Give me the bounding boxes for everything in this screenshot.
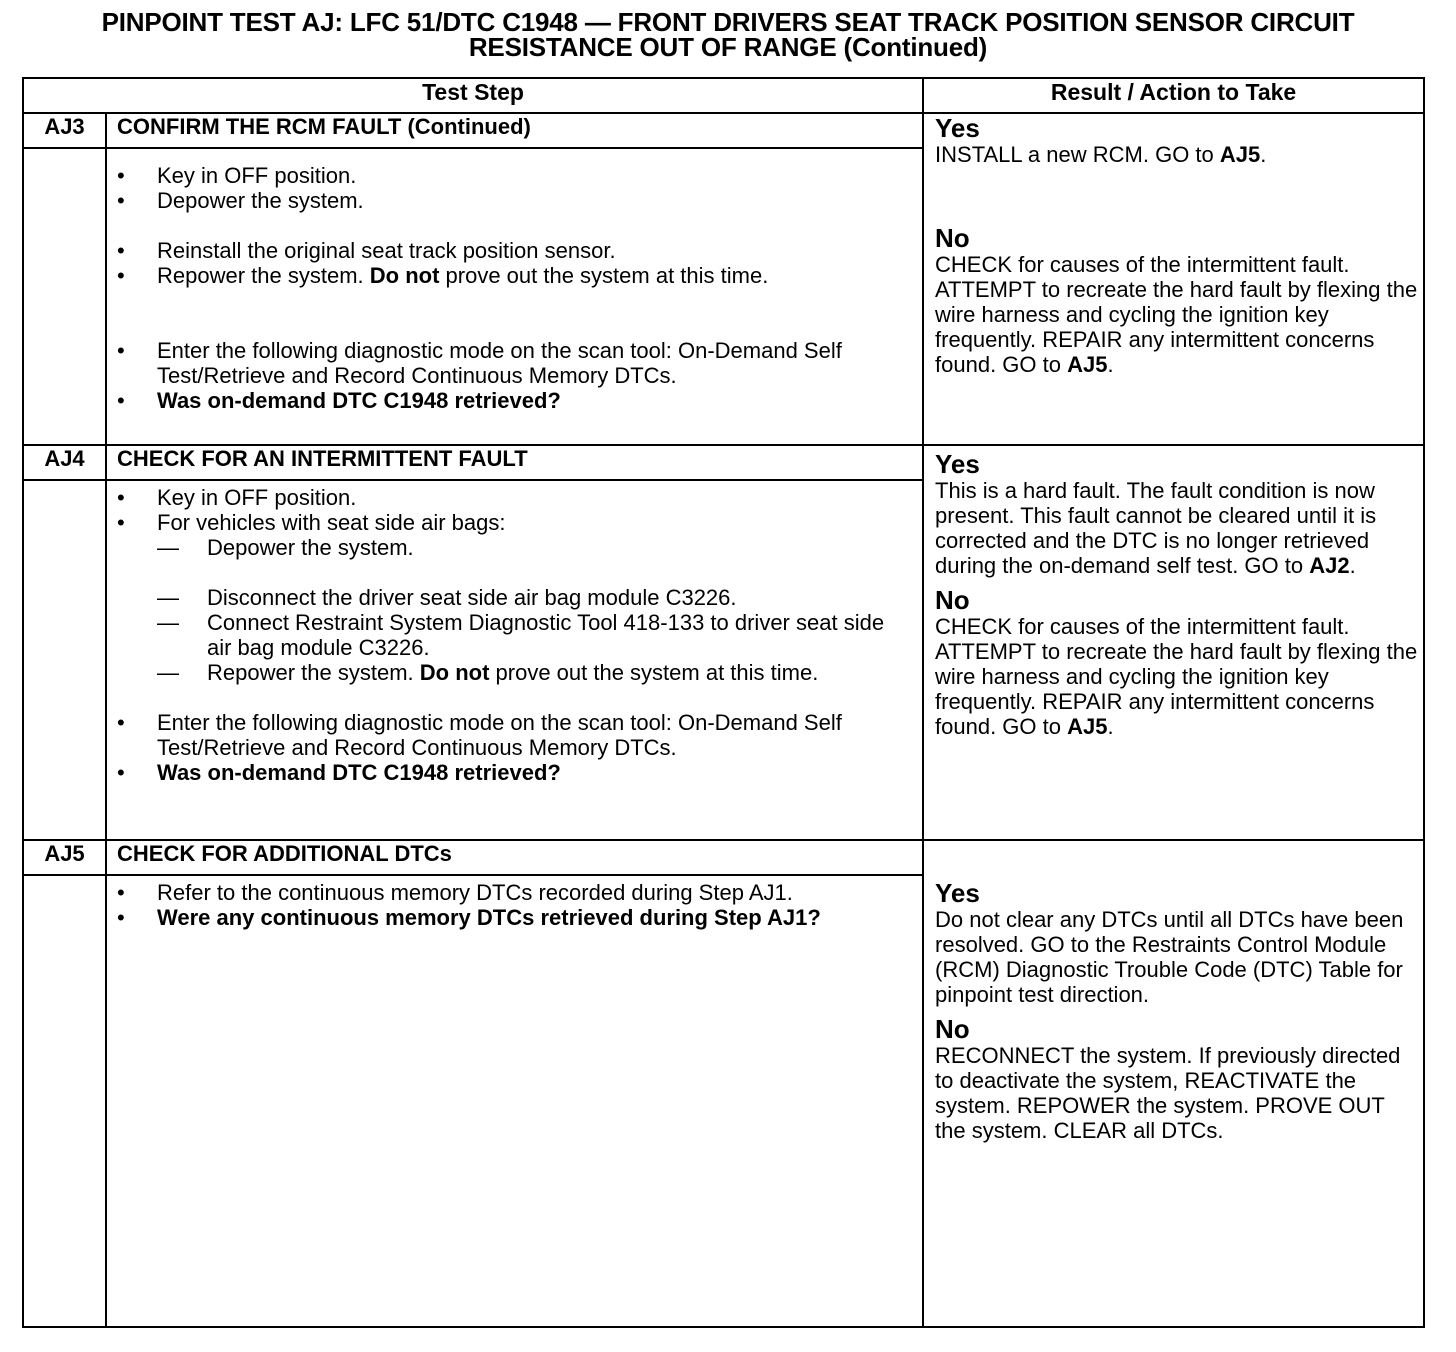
- step-aj3-blank: [23, 148, 106, 445]
- yes-label: Yes: [935, 878, 980, 908]
- aj3-step-2: • Depower the system.: [157, 188, 922, 213]
- aj3-step-1: • Key in OFF position.: [157, 163, 922, 188]
- step-body-aj4: [106, 480, 923, 840]
- period: .: [1349, 553, 1356, 578]
- aj3-step-4-b: prove out the system at this time.: [439, 263, 769, 288]
- period: .: [1107, 352, 1114, 377]
- aj4-step-3: • Enter the following diagnostic mode on the scan tool: On-Demand Self Test/Retrieve and Record Continuous Memory DTCs.: [157, 710, 882, 760]
- aj4-dash-4-a: Repower the system.: [207, 660, 420, 685]
- aj3-step-5: • Enter the following diagnostic mode on the scan tool: On-Demand Self Test/Retrieve and Record Continuous Memory DTCs.: [157, 338, 882, 388]
- aj5-yes-text: Do not clear any DTCs until all DTCs have been resolved. GO to the Restraints Control Module (RCM) Diagnostic Trouble Code (DTC) Table for pinpoint test direction.: [935, 907, 1404, 1007]
- aj4-step-4: [157, 760, 882, 785]
- page-title: [0, 7, 1456, 62]
- step-aj5-title-row: [23, 840, 1424, 875]
- no-label: No: [935, 223, 970, 253]
- aj4-yes-text: This is a hard fault. The fault condition is now present. This fault cannot be cleared until it is corrected and the DTC is no longer retrieved during the on-demand self test. GO to: [935, 478, 1377, 578]
- step-id-aj4: AJ4: [23, 445, 106, 480]
- title-line-2: RESISTANCE OUT OF RANGE (Continued): [468, 32, 988, 62]
- period: .: [1107, 714, 1114, 739]
- aj3-yes-text: INSTALL a new RCM. GO to: [935, 142, 1220, 167]
- step-title-aj4: CHECK FOR AN INTERMITTENT FAULT: [106, 445, 923, 480]
- step-title-aj3: CONFIRM THE RCM FAULT (Continued): [106, 113, 923, 148]
- period: .: [1260, 142, 1267, 167]
- aj5-step-2: [157, 905, 862, 930]
- aj3-no-text: CHECK for causes of the intermittent fault. ATTEMPT to recreate the hard fault by flexing the wire harness and cycling the ignition key frequently. REPAIR any intermittent concerns found. GO to: [935, 252, 1418, 377]
- aj4-step-2: [157, 510, 922, 685]
- step-aj4-title-row: [23, 445, 1424, 480]
- header-result: Result / Action to Take: [923, 78, 1424, 113]
- step-id-aj5: AJ5: [23, 840, 106, 875]
- no-label: No: [935, 1014, 970, 1044]
- result-aj4: [923, 445, 1424, 840]
- no-label: No: [935, 585, 970, 615]
- aj5-no-text: RECONNECT the system. If previously directed to deactivate the system, REACTIVATE the system. REPOWER the system. PROVE OUT the system. CLEAR all DTCs.: [935, 1043, 1401, 1143]
- aj3-step-4-do-not: Do not: [369, 263, 440, 288]
- header-test-step: Test Step: [23, 78, 923, 113]
- aj3-step-6-text: Was on-demand DTC C1948 retrieved?: [157, 388, 561, 413]
- aj4-dash-4-b: prove out the system at this time.: [489, 660, 819, 685]
- aj4-step-1: • Key in OFF position.: [157, 485, 922, 510]
- step-aj3-title-row: [23, 113, 1424, 148]
- yes-label: Yes: [935, 113, 980, 143]
- aj4-yes-ref: AJ2: [1309, 553, 1350, 578]
- result-aj5: [923, 840, 1424, 1327]
- title-line-1: PINPOINT TEST AJ: LFC 51/DTC C1948 — FRONT DRIVERS SEAT TRACK POSITION SENSOR CIRCUIT: [101, 7, 1355, 37]
- aj4-dash-3: — Connect Restraint System Diagnostic Tool 418-133 to driver seat side air bag module C3226.: [207, 610, 892, 660]
- aj3-step-4: [157, 263, 922, 288]
- aj4-dash-2: — Disconnect the driver seat side air bag module C3226.: [207, 585, 892, 610]
- step-body-aj3: [106, 148, 923, 445]
- pinpoint-test-table: [22, 77, 1425, 1328]
- aj3-yes-ref: AJ5: [1219, 142, 1261, 167]
- result-aj3: [923, 113, 1424, 445]
- step-id-aj3: AJ3: [23, 113, 106, 148]
- aj5-step-1: • Refer to the continuous memory DTCs recorded during Step AJ1.: [157, 880, 862, 905]
- aj4-dash-1: — Depower the system.: [207, 535, 892, 560]
- aj3-step-4-a: Repower the system.: [157, 263, 370, 288]
- step-body-aj5: [106, 875, 923, 1327]
- aj4-step-2-text: For vehicles with seat side air bags:: [157, 510, 506, 535]
- step-aj4-blank: [23, 480, 106, 840]
- yes-label: Yes: [935, 449, 980, 479]
- aj3-no-ref: AJ5: [1067, 352, 1108, 377]
- step-aj5-blank: [23, 875, 106, 1327]
- aj3-step-3: • Reinstall the original seat track position sensor.: [157, 238, 922, 263]
- aj4-no-ref: AJ5: [1067, 714, 1108, 739]
- header-row: [23, 78, 1424, 113]
- aj4-no-text: CHECK for causes of the intermittent fault. ATTEMPT to recreate the hard fault by flexing the wire harness and cycling the ignition key frequently. REPAIR any intermittent concerns found. GO to: [935, 614, 1418, 739]
- aj4-dash-4-do-not: Do not: [419, 660, 490, 685]
- aj5-step-2-text: Were any continuous memory DTCs retrieved during Step AJ1?: [157, 905, 821, 930]
- step-title-aj5: CHECK FOR ADDITIONAL DTCs: [106, 840, 923, 875]
- aj4-step-4-text: Was on-demand DTC C1948 retrieved?: [157, 760, 561, 785]
- aj4-dash-4: [207, 660, 892, 685]
- aj3-step-6: [157, 388, 882, 413]
